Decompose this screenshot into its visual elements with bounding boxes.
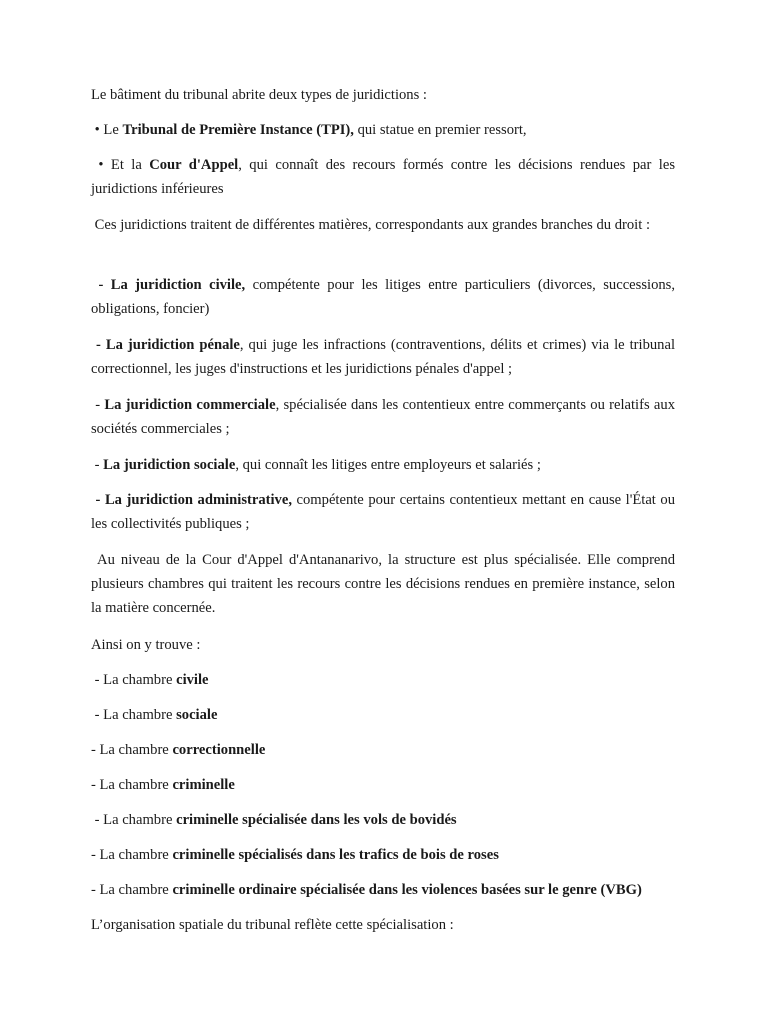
paragraph bbox=[91, 453, 675, 477]
bold-text-run: civile bbox=[176, 672, 209, 688]
bold-text-run: criminelle spécialisée dans les vols de bovidés bbox=[176, 812, 457, 828]
list-item bbox=[91, 738, 675, 762]
text-run: compétente pour les litiges entre particuliers (divorces, successions, obligations, foncier) bbox=[91, 277, 679, 317]
paragraph bbox=[91, 153, 679, 201]
paragraph bbox=[91, 393, 679, 441]
paragraph bbox=[91, 118, 675, 142]
text-run: - La chambre bbox=[91, 707, 177, 723]
text-run: L’organisation spatiale du tribunal reflète cette spécialisation : bbox=[91, 917, 454, 933]
paragraph bbox=[91, 273, 679, 321]
text-run: qui statue en premier ressort, bbox=[353, 122, 527, 138]
paragraph bbox=[91, 333, 679, 381]
list-item bbox=[91, 668, 675, 692]
text-run: Au niveau de la Cour d'Appel d'Antananarivo, la structure est plus spécialisée. Elle comprend plusieurs chambres qui traitent les recours contre les décisions rendues en première instance, selon la matière concernée. bbox=[91, 552, 679, 616]
list-item bbox=[91, 703, 675, 727]
text-run: , qui juge les infractions (contraventions, délits et crimes) via le tribunal correctionnel, les juges d'instructions et les juridictions pénales d'appel ; bbox=[91, 337, 679, 377]
paragraph bbox=[91, 213, 675, 237]
bold-text-run: La juridiction sociale bbox=[103, 457, 236, 473]
paragraph bbox=[91, 633, 675, 657]
text-run: - La chambre bbox=[91, 672, 177, 688]
bold-text-run: Tribunal de Première Instance (TPI), bbox=[122, 122, 354, 138]
text-run: - La chambre bbox=[91, 812, 177, 828]
text-run: Le bâtiment du tribunal abrite deux types de juridictions : bbox=[91, 87, 427, 103]
text-run: Ces juridictions traitent de différentes matières, correspondants aux grandes branches du droit : bbox=[91, 217, 650, 233]
bold-text-run: criminelle ordinaire spécialisée dans les violences basées sur le genre (VBG) bbox=[172, 882, 642, 898]
bold-text-run: criminelle bbox=[172, 777, 235, 793]
text-run: , spécialisée dans les contentieux entre commerçants ou relatifs aux sociétés commerciales ; bbox=[91, 397, 679, 437]
bold-text-run: - La juridiction administrative, bbox=[95, 492, 292, 508]
paragraph bbox=[91, 913, 675, 937]
list-item bbox=[91, 843, 675, 867]
text-run: - bbox=[91, 457, 104, 473]
bold-text-run: - La juridiction civile, bbox=[98, 277, 246, 293]
text-run: - La chambre bbox=[91, 777, 173, 793]
bold-text-run: Cour d'Appel bbox=[149, 157, 239, 173]
text-run: compétente pour certains contentieux mettant en cause l'État ou les collectivités publiques ; bbox=[91, 492, 679, 532]
text-run: Ainsi on y trouve : bbox=[91, 637, 201, 653]
text-run: • Le bbox=[91, 122, 123, 138]
list-item bbox=[91, 773, 675, 797]
paragraph bbox=[91, 488, 679, 536]
paragraph bbox=[91, 548, 679, 620]
bold-text-run: - La juridiction pénale bbox=[96, 337, 240, 353]
text-run: • Et la bbox=[91, 157, 150, 173]
list-item bbox=[91, 878, 691, 902]
bold-text-run: La juridiction commerciale bbox=[104, 397, 276, 413]
paragraph bbox=[91, 83, 675, 107]
text-run: - La chambre bbox=[91, 847, 173, 863]
text-run: , qui connaît des recours formés contre les décisions rendues par les juridictions inférieures bbox=[91, 157, 679, 197]
bold-text-run: criminelle spécialisés dans les trafics de bois de roses bbox=[172, 847, 499, 863]
list-item bbox=[91, 808, 675, 832]
text-run: , qui connaît les litiges entre employeurs et salariés ; bbox=[235, 457, 541, 473]
text-run: - bbox=[91, 397, 105, 413]
text-run: - La chambre bbox=[91, 742, 173, 758]
bold-text-run: correctionnelle bbox=[172, 742, 266, 758]
bold-text-run: sociale bbox=[176, 707, 218, 723]
text-run: - La chambre bbox=[91, 882, 173, 898]
